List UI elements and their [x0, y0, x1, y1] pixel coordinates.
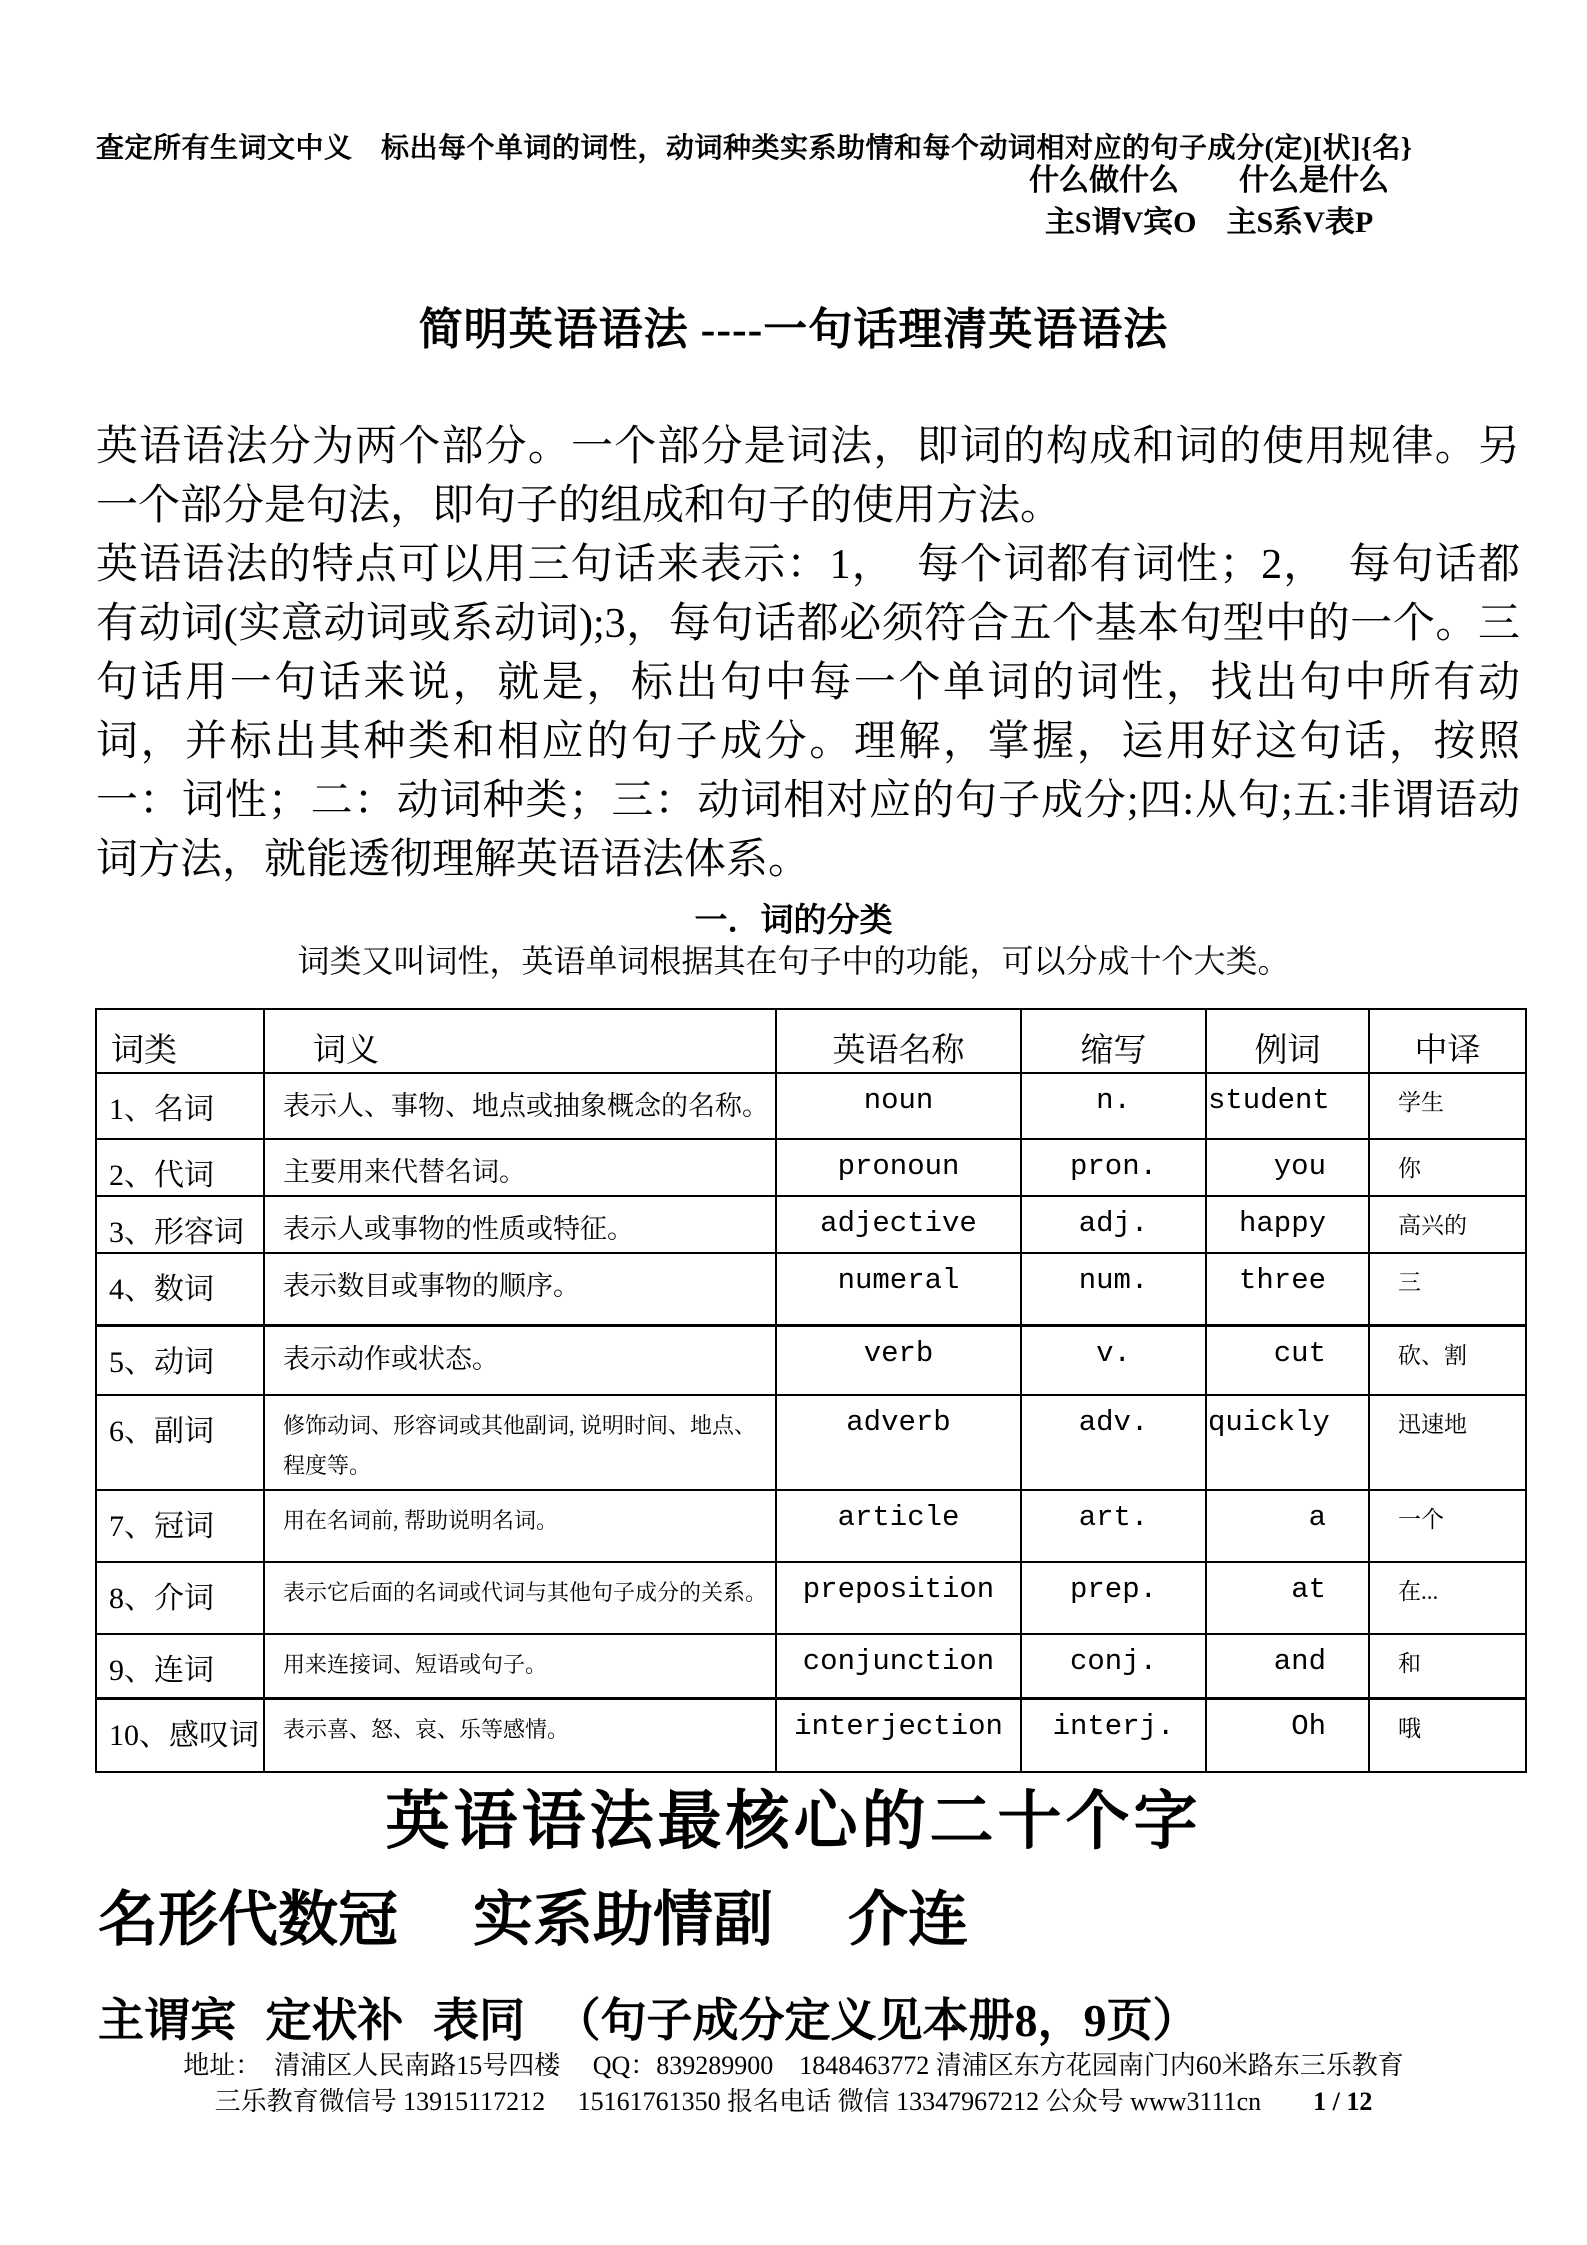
translation-cell: 三: [1369, 1253, 1526, 1325]
footer-contact-line: [0, 2084, 1587, 2120]
word-class-cell: 9、连词: [96, 1634, 264, 1698]
word-class-cell: 4、数词: [96, 1253, 264, 1325]
top-annotation-what-line: 什么做什么 什么是什么: [1029, 164, 1389, 197]
abbreviation-cell: n.: [1021, 1073, 1206, 1139]
english-name-cell: adverb: [776, 1395, 1021, 1490]
english-name-cell: pronoun: [776, 1139, 1021, 1196]
footer-address-line: 地址： 清浦区人民南路15号四楼 QQ：839289900 1848463772 清浦区东方花园南门内60米路东三乐教育: [183, 2051, 1404, 2080]
meaning-cell: 表示数目或事物的顺序。: [264, 1253, 776, 1325]
abbreviation-cell: prep.: [1021, 1562, 1206, 1634]
parts-of-speech-table: [95, 1008, 1527, 1773]
sentence-elements-line: 主谓宾 定状补 表同 （句子成分定义见本册8，9页）: [98, 1995, 1199, 2046]
meaning-cell: 用在名词前, 帮助说明名词。: [264, 1490, 776, 1562]
top-annotation-line: 查定所有生词文中义 标出每个单词的词性，动词种类实系助情和每个动词相对应的句子成分(定)[状]{名}: [96, 133, 1413, 164]
abbreviation-cell: adj.: [1021, 1196, 1206, 1253]
translation-cell: 一个: [1369, 1490, 1526, 1562]
english-name-cell: numeral: [776, 1253, 1021, 1325]
col-header-word-class: 词类: [96, 1009, 264, 1073]
word-class-cell: 6、副词: [96, 1395, 264, 1490]
english-name-cell: noun: [776, 1073, 1021, 1139]
core-twenty-heading: 英语语法最核心的二十个字: [385, 1786, 1202, 1857]
meaning-cell: 表示动作或状态。: [264, 1325, 776, 1395]
abbreviation-cell: art.: [1021, 1490, 1206, 1562]
meaning-cell: 表示喜、怒、哀、乐等感情。: [264, 1698, 776, 1772]
intro-text: [96, 418, 1520, 890]
intro-paragraph-1: 英语语法分为两个部分。一个部分是词法，即词的构成和词的使用规律。另一个部分是句法，即句子的组成和句子的使用方法。: [96, 424, 1520, 529]
top-annotation-svo-line: 主S谓V宾O 主S系V表P: [1044, 206, 1374, 239]
table-row: [96, 1634, 1526, 1698]
table-row: [96, 1139, 1526, 1196]
translation-cell: 哦: [1369, 1698, 1526, 1772]
translation-cell: 高兴的: [1369, 1196, 1526, 1253]
example-cell: quickly: [1206, 1395, 1369, 1490]
english-name-cell: preposition: [776, 1562, 1021, 1634]
translation-cell: 学生: [1369, 1073, 1526, 1139]
footer-contact-text: 三乐教育微信号 13915117212 15161761350 报名电话 微信 13347967212 公众号 www3111cn: [214, 2087, 1262, 2116]
col-header-abbreviation: 缩写: [1021, 1009, 1206, 1073]
example-cell: cut: [1206, 1325, 1369, 1395]
col-header-example: 例词: [1206, 1009, 1369, 1073]
abbreviation-cell: adv.: [1021, 1395, 1206, 1490]
word-class-cell: 10、感叹词: [96, 1698, 264, 1772]
english-name-cell: adjective: [776, 1196, 1021, 1253]
abbreviation-cell: v.: [1021, 1325, 1206, 1395]
table-row: [96, 1073, 1526, 1139]
meaning-cell: 表示人、事物、地点或抽象概念的名称。: [264, 1073, 776, 1139]
meaning-cell: 表示它后面的名词或代词与其他句子成分的关系。: [264, 1562, 776, 1634]
example-cell: student: [1206, 1073, 1369, 1139]
word-class-cell: 2、代词: [96, 1139, 264, 1196]
example-cell: three: [1206, 1253, 1369, 1325]
top-annotation-right: [1026, 160, 1392, 244]
col-header-english-name: 英语名称: [776, 1009, 1021, 1073]
word-class-cell: 8、介词: [96, 1562, 264, 1634]
example-cell: happy: [1206, 1196, 1369, 1253]
translation-cell: 迅速地: [1369, 1395, 1526, 1490]
abbreviation-cell: interj.: [1021, 1698, 1206, 1772]
example-cell: at: [1206, 1562, 1369, 1634]
abbreviation-cell: conj.: [1021, 1634, 1206, 1698]
english-name-cell: verb: [776, 1325, 1021, 1395]
table-row: [96, 1490, 1526, 1562]
core-words-line: 名形代数冠 实系助情副 介连: [98, 1887, 968, 1953]
word-class-cell: 3、形容词: [96, 1196, 264, 1253]
word-class-cell: 1、名词: [96, 1073, 264, 1139]
translation-cell: 和: [1369, 1634, 1526, 1698]
example-cell: and: [1206, 1634, 1369, 1698]
intro-paragraph-2: 英语语法的特点可以用三句话来表示：1， 每个词都有词性；2， 每句话都有动词(实意动词或系动词);3，每句话都必须符合五个基本句型中的一个。三句话用一句话来说，就是，标出句中每一个单词的词性，找出句中所有动词，并标出其种类和相应的句子成分。理解，掌握，运用好这句话，按照一：词性；二：动词种类；三：动词相对应的句子成分;四:从句;五:非谓语动词方法，就能透彻理解英语语法体系。: [96, 542, 1520, 883]
table-header-row: [96, 1009, 1526, 1073]
section-heading: 一．词的分类: [694, 903, 893, 939]
word-class-cell: 7、冠词: [96, 1490, 264, 1562]
page-footer: [0, 2048, 1587, 2120]
translation-cell: 砍、割: [1369, 1325, 1526, 1395]
english-name-cell: conjunction: [776, 1634, 1021, 1698]
abbreviation-cell: pron.: [1021, 1139, 1206, 1196]
meaning-cell: 主要用来代替名词。: [264, 1139, 776, 1196]
word-class-cell: 5、动词: [96, 1325, 264, 1395]
translation-cell: 在...: [1369, 1562, 1526, 1634]
translation-cell: 你: [1369, 1139, 1526, 1196]
section-subheading: 词类又叫词性，英语单词根据其在句子中的功能，可以分成十个大类。: [297, 943, 1290, 979]
example-cell: you: [1206, 1139, 1369, 1196]
table-row: [96, 1395, 1526, 1490]
example-cell: a: [1206, 1490, 1369, 1562]
english-name-cell: interjection: [776, 1698, 1021, 1772]
table-row: [96, 1196, 1526, 1253]
english-name-cell: article: [776, 1490, 1021, 1562]
col-header-meaning: 词义: [264, 1009, 776, 1073]
example-cell: Oh: [1206, 1698, 1369, 1772]
table-row: [96, 1253, 1526, 1325]
table-row: [96, 1562, 1526, 1634]
col-header-translation: 中译: [1369, 1009, 1526, 1073]
page-number: 1 / 12: [1313, 2087, 1373, 2116]
table-row: [96, 1698, 1526, 1772]
document-title: 简明英语语法 ----一句话理清英语语法: [418, 305, 1169, 354]
meaning-cell: 修饰动词、形容词或其他副词, 说明时间、地点、程度等。: [264, 1395, 776, 1490]
meaning-cell: 表示人或事物的性质或特征。: [264, 1196, 776, 1253]
table-row: [96, 1325, 1526, 1395]
meaning-cell: 用来连接词、短语或句子。: [264, 1634, 776, 1698]
abbreviation-cell: num.: [1021, 1253, 1206, 1325]
